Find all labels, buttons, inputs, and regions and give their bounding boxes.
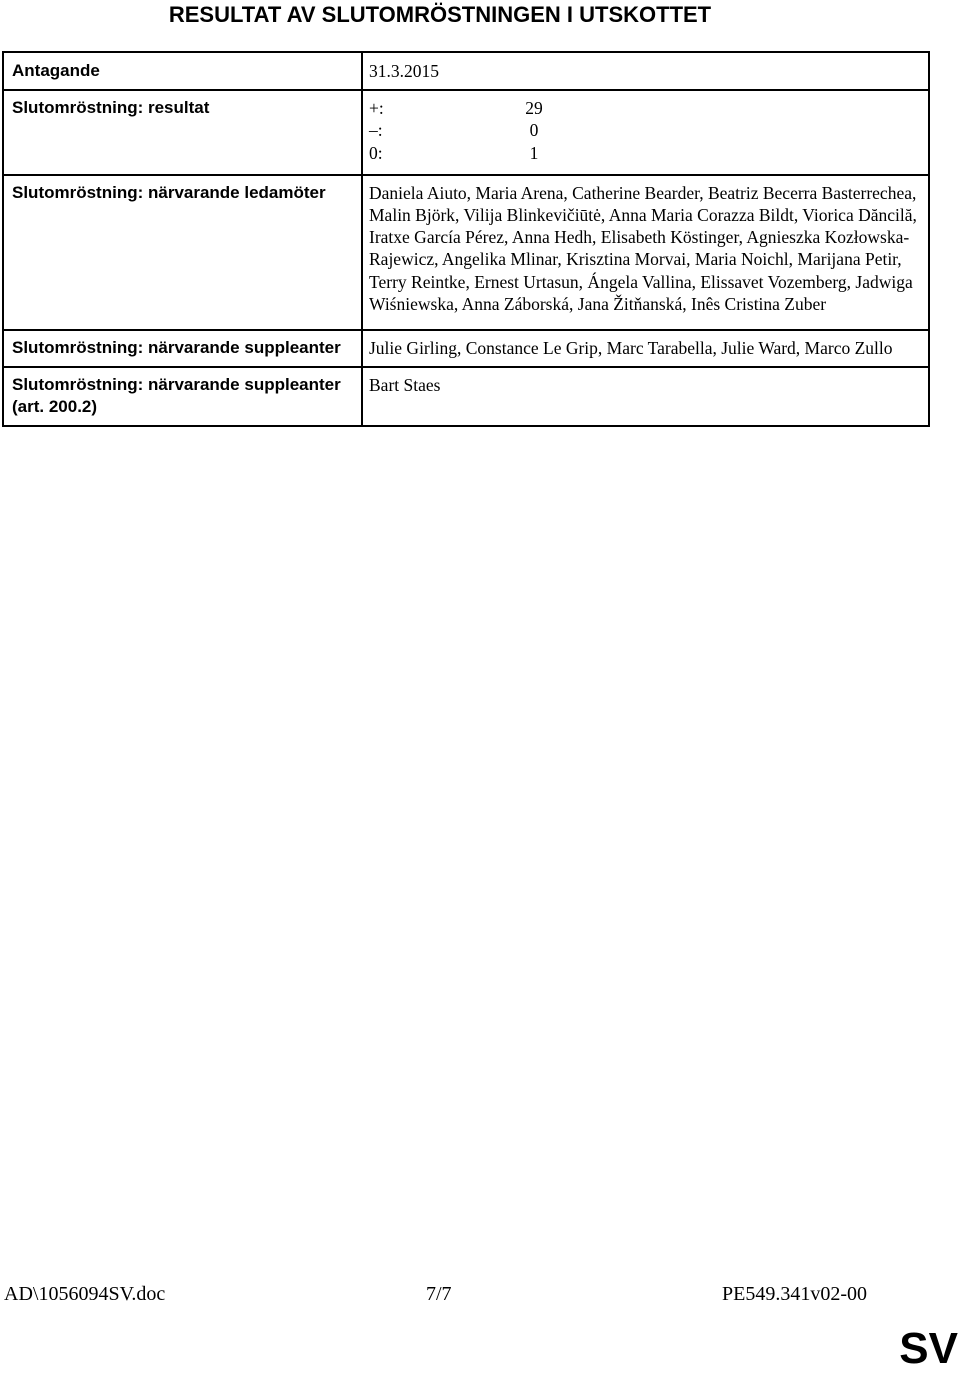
table-row	[3, 367, 929, 426]
document-title: RESULTAT AV SLUTOMRÖSTNINGEN I UTSKOTTET	[168, 2, 712, 27]
members-present-label: Slutomröstning: närvarande ledamöter	[3, 175, 362, 330]
pe-reference: PE549.341v02-00	[722, 1283, 867, 1305]
substitutes-present-label: Slutomröstning: närvarande suppleanter	[3, 330, 362, 367]
tally-sign-for: +:	[369, 98, 384, 119]
tally-sign-abstain: 0:	[369, 142, 383, 163]
language-code: SV	[899, 1324, 958, 1373]
page-footer	[0, 1283, 960, 1309]
document-reference: AD\1056094SV.doc	[4, 1283, 166, 1305]
substitutes-art-200-list: Bart Staes	[362, 367, 929, 426]
vote-result-table	[2, 51, 930, 427]
tally-count-abstain: 1	[529, 142, 539, 163]
tally-count-for: 29	[525, 98, 543, 119]
substitutes-art-200-label: Slutomröstning: närvarande suppleanter (art. 200.2)	[3, 367, 362, 426]
table-row	[3, 52, 929, 90]
tally-sign-against: –:	[369, 120, 383, 141]
vote-result-label: Slutomröstning: resultat	[3, 90, 362, 175]
vote-tally	[362, 90, 929, 175]
table-row	[3, 90, 929, 175]
tally-count-against: 0	[529, 120, 539, 141]
adoption-label: Antagande	[3, 52, 362, 90]
members-present-list: Daniela Aiuto, Maria Arena, Catherine Bearder, Beatriz Becerra Basterrechea, Malin Björk, Vilija Blinkevičiūtė, Anna Maria Corazza Bildt, Viorica Dăncilă, Iratxe García Pérez, Anna Hedh, Elisabeth Köstinger, Agnieszka Kozłowska-Rajewicz, Angelika Mlinar, Krisztina Morvai, Maria Noichl, Marijana Petir, Terry Reintke, Ernest Urtasun, Ángela Vallina, Elissavet Vozemberg, Jadwiga Wiśniewska, Anna Záborská, Jana Žitňanská, Inês Cristina Zuber	[362, 175, 929, 330]
page-number: 7/7	[426, 1283, 452, 1305]
adoption-date: 31.3.2015	[362, 52, 929, 90]
table-row	[3, 175, 929, 330]
substitutes-present-list: Julie Girling, Constance Le Grip, Marc Tarabella, Julie Ward, Marco Zullo	[362, 330, 929, 367]
table-row	[3, 330, 929, 367]
